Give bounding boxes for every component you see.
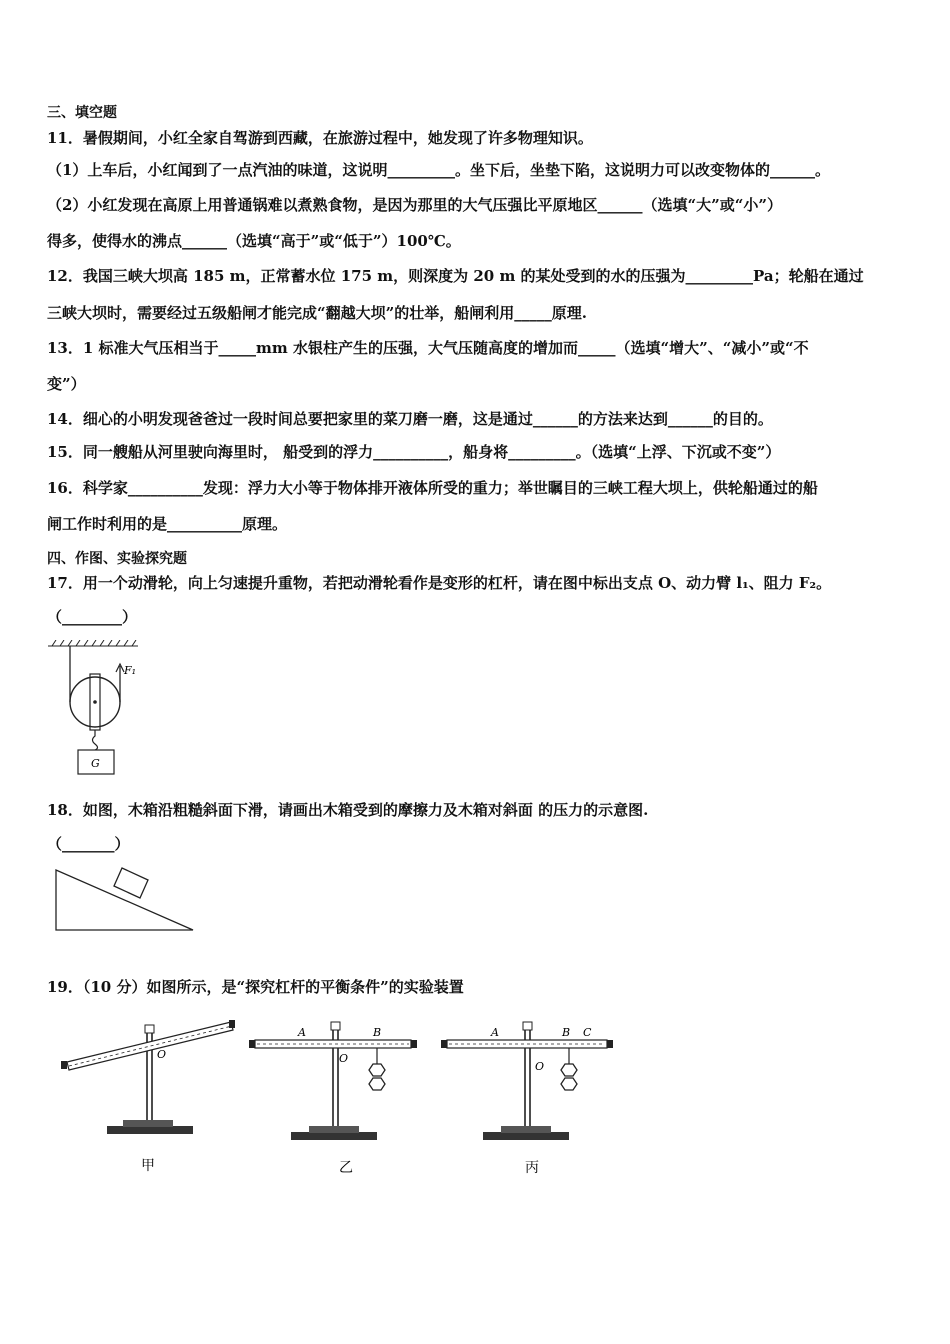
section-3-title: 三、填空题 [47,105,117,121]
ceiling-hatch [48,640,138,646]
point-b-label-yi: B [373,1026,382,1039]
q13-line2: 变”） [47,375,86,393]
q17-stem: 17．用一个动滑轮，向上匀速提升重物，若把动滑轮看作是变形的杠杆，请在图中标出支点 O、动力臂 l₁、阻力 F₂。 [47,574,832,592]
q15: 15．同一艘船从河里驶向海里时， 船受到的浮力__________，船身将_________。（选填“上浮、下沉或不变”） [47,443,781,461]
q19-lever-figure [55,1020,625,1180]
q18-stem: 18．如图，木箱沿粗糙斜面下滑，请画出木箱受到的摩擦力及木箱对斜面 的压力的示意图. [47,801,649,819]
hanging-weights-yi [369,1064,385,1090]
q16-line2: 闸工作时利用的是__________原理。 [47,515,288,533]
lever-setup-jia [61,1020,235,1174]
pivot-o-label-jia: O [157,1048,167,1061]
q12-line1: 12．我国三峡大坝高 185 m，正常蓄水位 175 m，则深度为 20 m 的某处受到的水的压强为_________Pa；轮船在通过 [47,267,864,285]
weight-g-label: G [91,757,100,770]
q17-answer-blank: （________） [47,608,138,626]
q11-part2-line1: （2）小红发现在高原上用普通锅难以煮熟食物，是因为那里的大气压强比平原地区______（选填“大”或“小”） [47,196,782,214]
section-4-title: 四、作图、实验探究题 [47,551,187,567]
pivot-o-label-yi: O [339,1052,349,1065]
q18-answer-blank: （_______） [47,835,130,853]
lever-setup-yi [249,1022,417,1176]
q13-line1: 13．1 标准大气压相当于_____mm 水银柱产生的压强，大气压随高度的增加而_____（选填“增大”、“减小”或“不 [47,339,809,357]
caption-bing: 丙 [525,1160,539,1176]
caption-yi: 乙 [339,1160,353,1176]
hanging-weights-bing [561,1064,577,1090]
q11-stem: 11．暑假期间，小红全家自驾游到西藏，在旅游过程中，她发现了许多物理知识。 [47,129,593,147]
pulley-axle [93,700,97,704]
q11-part1: （1）上车后，小红闻到了一点汽油的味道，这说明_________。坐下后，坐垫下陷，这说明力可以改变物体的______。 [47,161,830,179]
pivot-o-label-bing: O [535,1060,545,1073]
lever-setup-bing [441,1022,613,1176]
hook [93,730,98,750]
q18-incline-figure [50,862,200,936]
point-c-label-bing: C [583,1026,592,1039]
wooden-box [114,868,148,898]
point-a-label-yi: A [298,1026,306,1039]
caption-jia: 甲 [141,1158,155,1174]
force-f1-label: F₁ [124,664,137,677]
q17-pulley-figure [40,640,170,778]
q11-part2-line2: 得多，使得水的沸点______（选填“高于”或“低于”）100℃。 [47,232,461,250]
point-b-label-bing: B [562,1026,571,1039]
q19-stem: 19．（10 分）如图所示，是“探究杠杆的平衡条件”的实验装置 [47,978,464,996]
q12-line2: 三峡大坝时，需要经过五级船闸才能完成“翻越大坝”的壮举，船闸利用_____原理. [47,304,587,322]
q16-line1: 16．科学家__________发现：浮力大小等于物体排开液体所受的重力；举世瞩目的三峡工程大坝上，供轮船通过的船 [47,479,818,497]
lever-bar-yi [255,1040,411,1048]
q14: 14．细心的小明发现爸爸过一段时间总要把家里的菜刀磨一磨，这是通过______的方法来达到______的目的。 [47,410,773,428]
point-a-label-bing: A [491,1026,499,1039]
